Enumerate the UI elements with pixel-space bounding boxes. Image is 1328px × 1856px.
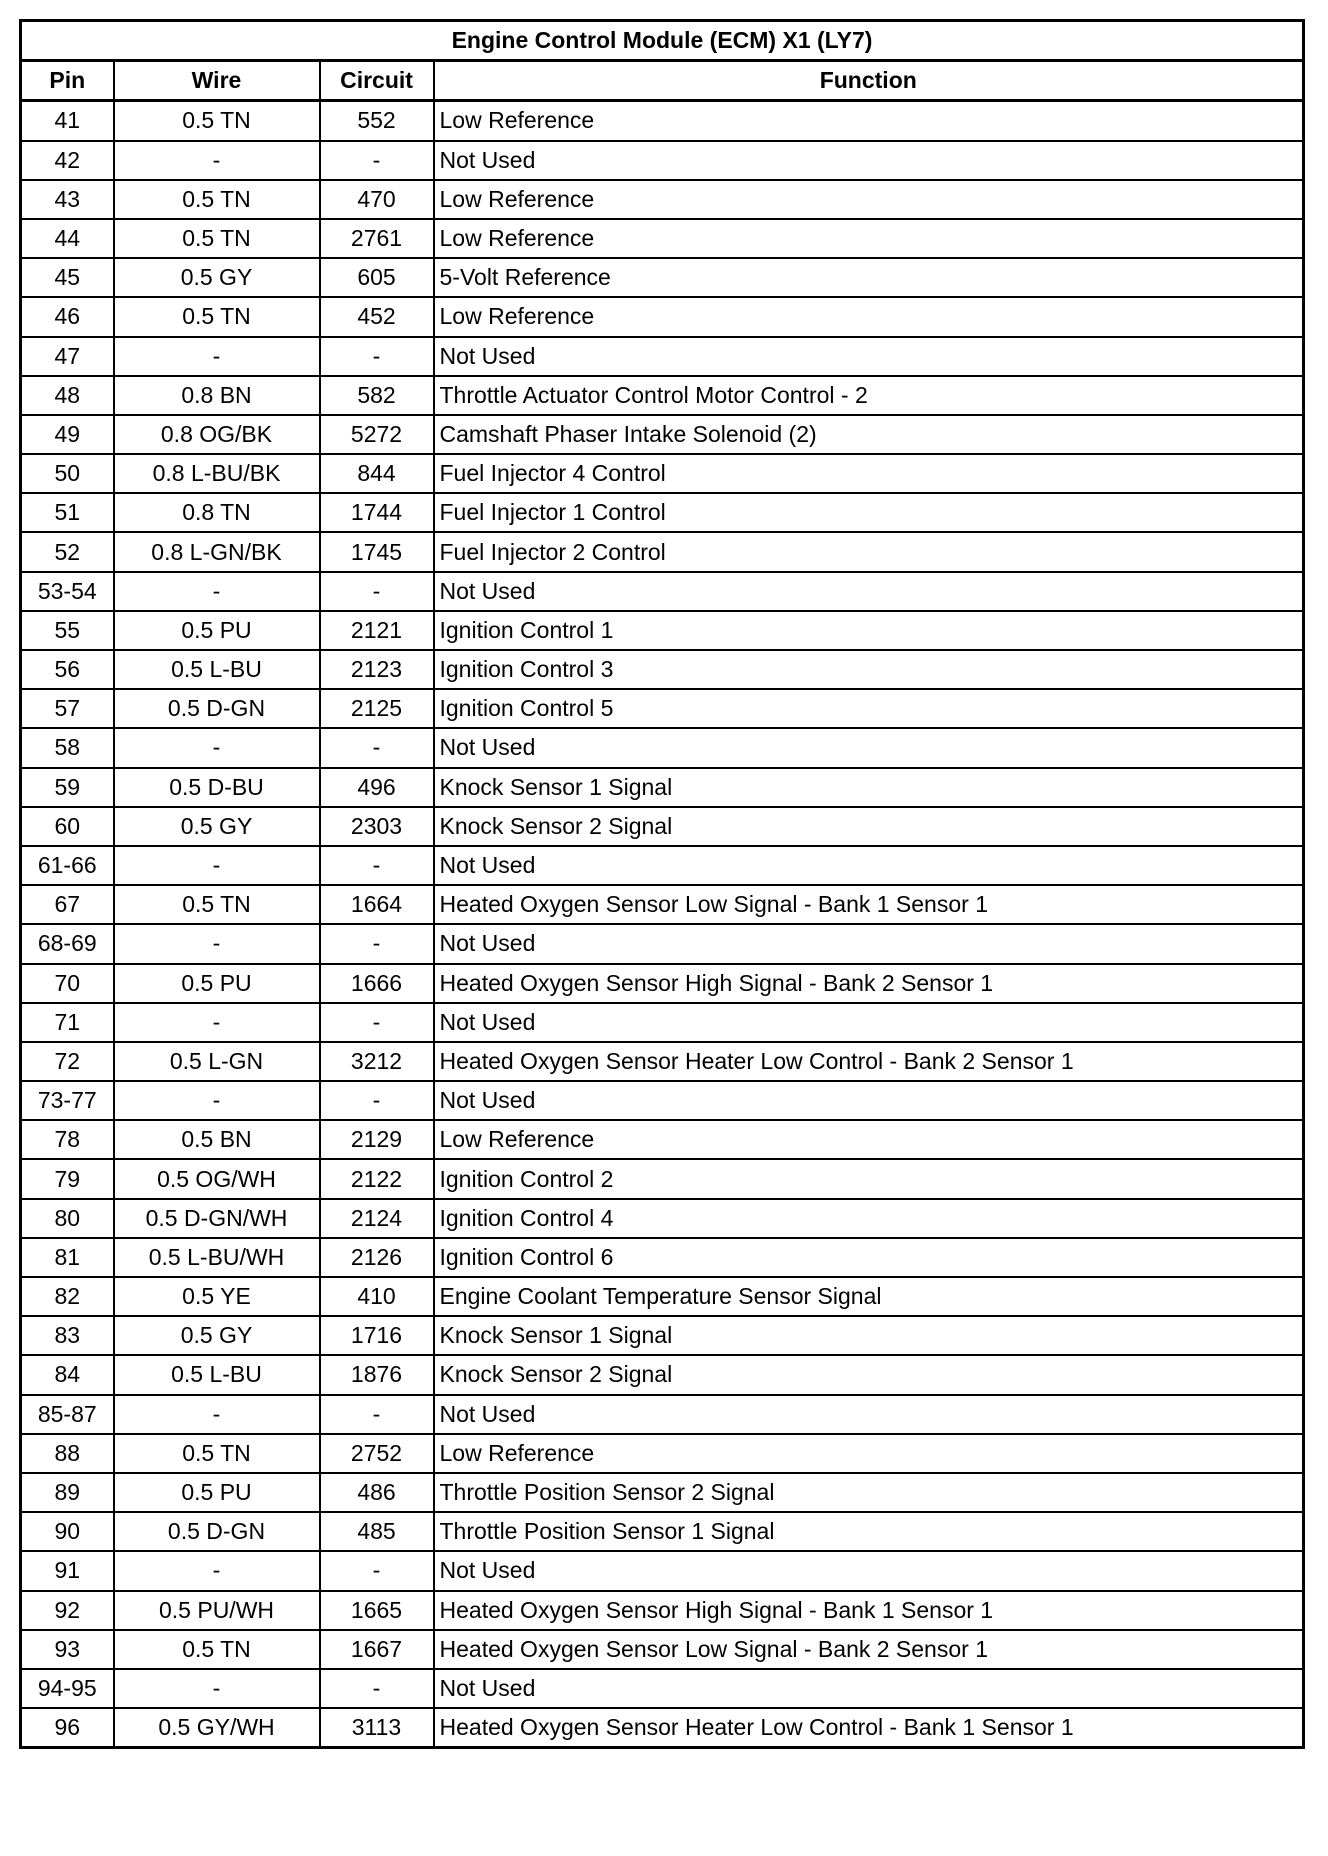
function-cell: Not Used: [434, 572, 1304, 611]
function-cell: 5-Volt Reference: [434, 258, 1304, 297]
wire-cell: 0.5 OG/WH: [114, 1159, 320, 1198]
table-row: [21, 101, 1304, 141]
table-row: [21, 1473, 1304, 1512]
pin-cell: 52: [21, 532, 114, 571]
table-title-row: [21, 21, 1304, 61]
wire-cell: 0.5 TN: [114, 297, 320, 336]
wire-cell: 0.5 GY: [114, 807, 320, 846]
circuit-cell: -: [320, 1669, 434, 1708]
table-row: [21, 689, 1304, 728]
table-row: [21, 415, 1304, 454]
circuit-cell: -: [320, 337, 434, 376]
function-cell: Not Used: [434, 1551, 1304, 1590]
wire-cell: 0.5 GY: [114, 1316, 320, 1355]
function-cell: Ignition Control 4: [434, 1199, 1304, 1238]
table-row: [21, 1669, 1304, 1708]
function-cell: Low Reference: [434, 1434, 1304, 1473]
circuit-cell: -: [320, 728, 434, 767]
wire-cell: 0.5 D-GN: [114, 689, 320, 728]
circuit-cell: -: [320, 1003, 434, 1042]
function-cell: Low Reference: [434, 297, 1304, 336]
table-row: [21, 1159, 1304, 1198]
table-body: [21, 101, 1304, 1748]
pin-cell: 71: [21, 1003, 114, 1042]
pin-cell: 92: [21, 1591, 114, 1630]
circuit-cell: -: [320, 572, 434, 611]
function-cell: Not Used: [434, 1081, 1304, 1120]
wire-cell: 0.5 YE: [114, 1277, 320, 1316]
function-cell: Ignition Control 5: [434, 689, 1304, 728]
table-row: [21, 611, 1304, 650]
circuit-cell: 2752: [320, 1434, 434, 1473]
function-cell: Low Reference: [434, 1120, 1304, 1159]
function-cell: Not Used: [434, 846, 1304, 885]
pin-cell: 80: [21, 1199, 114, 1238]
function-cell: Not Used: [434, 141, 1304, 180]
table-row: [21, 650, 1304, 689]
wire-cell: 0.5 TN: [114, 219, 320, 258]
header-function: Function: [434, 61, 1304, 101]
pin-cell: 73-77: [21, 1081, 114, 1120]
pin-cell: 83: [21, 1316, 114, 1355]
header-pin: Pin: [21, 61, 114, 101]
pin-cell: 93: [21, 1630, 114, 1669]
function-cell: Heated Oxygen Sensor Low Signal - Bank 2 Sensor 1: [434, 1630, 1304, 1669]
table-row: [21, 337, 1304, 376]
table-row: [21, 728, 1304, 767]
table-row: [21, 1591, 1304, 1630]
table-row: [21, 1238, 1304, 1277]
table-row: [21, 1277, 1304, 1316]
pin-cell: 85-87: [21, 1395, 114, 1434]
circuit-cell: 2303: [320, 807, 434, 846]
function-cell: Fuel Injector 4 Control: [434, 454, 1304, 493]
wire-cell: 0.5 L-BU: [114, 1355, 320, 1394]
pin-cell: 53-54: [21, 572, 114, 611]
circuit-cell: 1664: [320, 885, 434, 924]
table-row: [21, 454, 1304, 493]
table-row: [21, 1630, 1304, 1669]
table-row: [21, 1512, 1304, 1551]
function-cell: Ignition Control 6: [434, 1238, 1304, 1277]
pin-cell: 89: [21, 1473, 114, 1512]
pin-cell: 43: [21, 180, 114, 219]
function-cell: Throttle Position Sensor 2 Signal: [434, 1473, 1304, 1512]
wire-cell: 0.5 BN: [114, 1120, 320, 1159]
pin-cell: 94-95: [21, 1669, 114, 1708]
table-row: [21, 1003, 1304, 1042]
wire-cell: 0.8 L-GN/BK: [114, 532, 320, 571]
wire-cell: -: [114, 1551, 320, 1590]
pin-cell: 72: [21, 1042, 114, 1081]
table-row: [21, 572, 1304, 611]
function-cell: Not Used: [434, 1669, 1304, 1708]
circuit-cell: 844: [320, 454, 434, 493]
table-row: [21, 180, 1304, 219]
table-row: [21, 924, 1304, 963]
function-cell: Engine Coolant Temperature Sensor Signal: [434, 1277, 1304, 1316]
pin-cell: 60: [21, 807, 114, 846]
table-header-row: [21, 61, 1304, 101]
function-cell: Not Used: [434, 337, 1304, 376]
function-cell: Fuel Injector 2 Control: [434, 532, 1304, 571]
wire-cell: 0.5 TN: [114, 101, 320, 141]
function-cell: Throttle Actuator Control Motor Control - 2: [434, 376, 1304, 415]
pin-cell: 47: [21, 337, 114, 376]
wire-cell: 0.8 L-BU/BK: [114, 454, 320, 493]
wire-cell: 0.5 L-BU: [114, 650, 320, 689]
function-cell: Knock Sensor 2 Signal: [434, 1355, 1304, 1394]
pin-cell: 81: [21, 1238, 114, 1277]
table-row: [21, 1199, 1304, 1238]
function-cell: Throttle Position Sensor 1 Signal: [434, 1512, 1304, 1551]
function-cell: Heated Oxygen Sensor High Signal - Bank 2 Sensor 1: [434, 964, 1304, 1003]
wire-cell: 0.5 PU/WH: [114, 1591, 320, 1630]
wire-cell: -: [114, 1003, 320, 1042]
wire-cell: 0.5 L-BU/WH: [114, 1238, 320, 1277]
circuit-cell: 452: [320, 297, 434, 336]
circuit-cell: 496: [320, 768, 434, 807]
circuit-cell: -: [320, 1395, 434, 1434]
function-cell: Ignition Control 2: [434, 1159, 1304, 1198]
wire-cell: -: [114, 1669, 320, 1708]
wire-cell: 0.8 TN: [114, 493, 320, 532]
wire-cell: -: [114, 846, 320, 885]
wire-cell: 0.5 L-GN: [114, 1042, 320, 1081]
function-cell: Fuel Injector 1 Control: [434, 493, 1304, 532]
circuit-cell: 552: [320, 101, 434, 141]
pin-cell: 45: [21, 258, 114, 297]
table-row: [21, 297, 1304, 336]
function-cell: Heated Oxygen Sensor Heater Low Control - Bank 1 Sensor 1: [434, 1708, 1304, 1748]
wire-cell: 0.5 D-BU: [114, 768, 320, 807]
table-row: [21, 885, 1304, 924]
wire-cell: -: [114, 141, 320, 180]
table-row: [21, 1042, 1304, 1081]
circuit-cell: -: [320, 924, 434, 963]
function-cell: Not Used: [434, 1003, 1304, 1042]
pin-cell: 88: [21, 1434, 114, 1473]
table-row: [21, 493, 1304, 532]
circuit-cell: 2122: [320, 1159, 434, 1198]
wire-cell: 0.5 D-GN: [114, 1512, 320, 1551]
function-cell: Not Used: [434, 1395, 1304, 1434]
function-cell: Low Reference: [434, 219, 1304, 258]
pin-cell: 78: [21, 1120, 114, 1159]
circuit-cell: 485: [320, 1512, 434, 1551]
pin-cell: 57: [21, 689, 114, 728]
circuit-cell: 1665: [320, 1591, 434, 1630]
pin-cell: 49: [21, 415, 114, 454]
circuit-cell: 582: [320, 376, 434, 415]
function-cell: Low Reference: [434, 101, 1304, 141]
circuit-cell: 1744: [320, 493, 434, 532]
wire-cell: 0.5 D-GN/WH: [114, 1199, 320, 1238]
wire-cell: -: [114, 924, 320, 963]
wire-cell: 0.5 PU: [114, 1473, 320, 1512]
table-row: [21, 532, 1304, 571]
table-row: [21, 1434, 1304, 1473]
table-row: [21, 1551, 1304, 1590]
circuit-cell: 2121: [320, 611, 434, 650]
circuit-cell: 2129: [320, 1120, 434, 1159]
wire-cell: 0.5 TN: [114, 180, 320, 219]
table-row: [21, 964, 1304, 1003]
circuit-cell: 5272: [320, 415, 434, 454]
pin-cell: 50: [21, 454, 114, 493]
function-cell: Knock Sensor 1 Signal: [434, 1316, 1304, 1355]
wire-cell: 0.5 TN: [114, 885, 320, 924]
header-wire: Wire: [114, 61, 320, 101]
pin-cell: 55: [21, 611, 114, 650]
function-cell: Ignition Control 1: [434, 611, 1304, 650]
wire-cell: -: [114, 728, 320, 767]
pin-cell: 59: [21, 768, 114, 807]
circuit-cell: 1876: [320, 1355, 434, 1394]
pin-cell: 68-69: [21, 924, 114, 963]
wire-cell: 0.5 GY/WH: [114, 1708, 320, 1748]
function-cell: Knock Sensor 1 Signal: [434, 768, 1304, 807]
pin-cell: 82: [21, 1277, 114, 1316]
pin-cell: 61-66: [21, 846, 114, 885]
circuit-cell: 2125: [320, 689, 434, 728]
pin-cell: 67: [21, 885, 114, 924]
header-circuit: Circuit: [320, 61, 434, 101]
pin-cell: 51: [21, 493, 114, 532]
circuit-cell: 410: [320, 1277, 434, 1316]
function-cell: Heated Oxygen Sensor Heater Low Control - Bank 2 Sensor 1: [434, 1042, 1304, 1081]
circuit-cell: 1716: [320, 1316, 434, 1355]
table-row: [21, 376, 1304, 415]
circuit-cell: 3212: [320, 1042, 434, 1081]
circuit-cell: -: [320, 1551, 434, 1590]
wire-cell: 0.5 TN: [114, 1630, 320, 1669]
circuit-cell: 2123: [320, 650, 434, 689]
table-row: [21, 1120, 1304, 1159]
table-row: [21, 1395, 1304, 1434]
table-row: [21, 258, 1304, 297]
circuit-cell: 470: [320, 180, 434, 219]
circuit-cell: 2124: [320, 1199, 434, 1238]
wire-cell: 0.5 PU: [114, 964, 320, 1003]
pin-cell: 48: [21, 376, 114, 415]
circuit-cell: 1666: [320, 964, 434, 1003]
wire-cell: 0.5 TN: [114, 1434, 320, 1473]
pin-cell: 44: [21, 219, 114, 258]
table-row: [21, 219, 1304, 258]
table-row: [21, 768, 1304, 807]
pin-cell: 84: [21, 1355, 114, 1394]
function-cell: Heated Oxygen Sensor Low Signal - Bank 1 Sensor 1: [434, 885, 1304, 924]
table-row: [21, 1708, 1304, 1748]
pin-cell: 41: [21, 101, 114, 141]
pin-cell: 58: [21, 728, 114, 767]
pin-cell: 70: [21, 964, 114, 1003]
function-cell: Knock Sensor 2 Signal: [434, 807, 1304, 846]
wire-cell: 0.5 GY: [114, 258, 320, 297]
table-row: [21, 1081, 1304, 1120]
circuit-cell: 1745: [320, 532, 434, 571]
function-cell: Not Used: [434, 924, 1304, 963]
function-cell: Camshaft Phaser Intake Solenoid (2): [434, 415, 1304, 454]
table-row: [21, 141, 1304, 180]
pin-cell: 42: [21, 141, 114, 180]
circuit-cell: -: [320, 1081, 434, 1120]
table-title: Engine Control Module (ECM) X1 (LY7): [21, 21, 1304, 61]
table-row: [21, 1355, 1304, 1394]
circuit-cell: 2761: [320, 219, 434, 258]
pin-cell: 91: [21, 1551, 114, 1590]
wire-cell: -: [114, 1395, 320, 1434]
pin-cell: 90: [21, 1512, 114, 1551]
pin-cell: 96: [21, 1708, 114, 1748]
wire-cell: -: [114, 572, 320, 611]
table-row: [21, 1316, 1304, 1355]
wire-cell: 0.8 OG/BK: [114, 415, 320, 454]
circuit-cell: -: [320, 141, 434, 180]
circuit-cell: -: [320, 846, 434, 885]
pin-cell: 56: [21, 650, 114, 689]
wire-cell: -: [114, 337, 320, 376]
circuit-cell: 3113: [320, 1708, 434, 1748]
function-cell: Not Used: [434, 728, 1304, 767]
table-row: [21, 846, 1304, 885]
pin-cell: 79: [21, 1159, 114, 1198]
function-cell: Ignition Control 3: [434, 650, 1304, 689]
function-cell: Heated Oxygen Sensor High Signal - Bank 1 Sensor 1: [434, 1591, 1304, 1630]
pin-cell: 46: [21, 297, 114, 336]
circuit-cell: 1667: [320, 1630, 434, 1669]
function-cell: Low Reference: [434, 180, 1304, 219]
connector-pinout-table: [19, 19, 1305, 1749]
circuit-cell: 486: [320, 1473, 434, 1512]
wire-cell: 0.8 BN: [114, 376, 320, 415]
wire-cell: -: [114, 1081, 320, 1120]
circuit-cell: 2126: [320, 1238, 434, 1277]
circuit-cell: 605: [320, 258, 434, 297]
wire-cell: 0.5 PU: [114, 611, 320, 650]
table-row: [21, 807, 1304, 846]
